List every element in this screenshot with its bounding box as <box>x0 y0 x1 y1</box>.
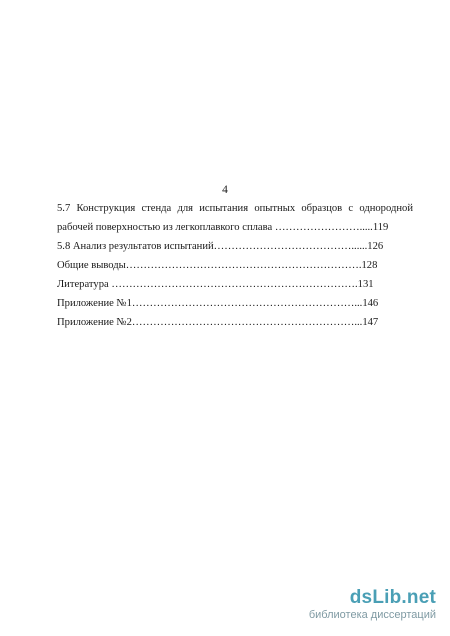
toc-item-5-7-line1: 5.7 Конструкция стенда для испытания опытных образцов с однородной <box>57 203 413 214</box>
watermark <box>309 588 436 622</box>
toc-item-general-conclusions: Общие выводы………………………………………………………….128 <box>57 260 378 271</box>
table-of-contents <box>57 199 413 332</box>
watermark-subtitle: библиотека диссертаций <box>308 609 436 621</box>
toc-item-literature: Литература …………………………………………………………….131 <box>57 279 374 290</box>
page-number: 4 <box>222 184 228 196</box>
toc-item-appendix-1: Приложение №1………………………………………………………...146 <box>57 298 379 309</box>
watermark-brand: dsLib.net <box>349 587 436 608</box>
toc-item-5-8: 5.8 Анализ результатов испытаний…………………………………......126 <box>57 241 384 252</box>
toc-item-appendix-2: Приложение №2………………………………………………………...147 <box>57 317 379 328</box>
toc-item-5-7-line2: рабочей поверхностью из легкоплавкого сплава …………………….....119 <box>57 222 389 233</box>
